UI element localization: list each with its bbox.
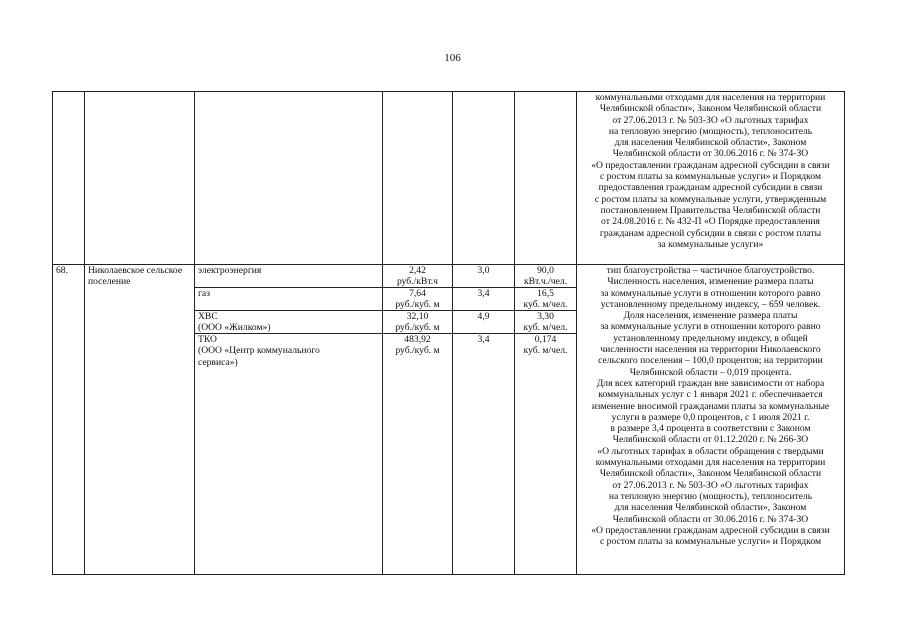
tariff-amount: 483,92 [404, 334, 431, 345]
notes-line: Челябинской области от 30.06.2016 г. № 374-ЗО [612, 513, 809, 525]
notes-line: на тепловую энергию (мощность), теплоноситель [608, 490, 813, 502]
index-value: 3,4 [453, 288, 514, 311]
notes-line: для населения Челябинской области», Законом [614, 502, 807, 514]
volume-unit: куб. м/чел. [523, 322, 568, 334]
notes-line: «О предоставлении гражданам адресной субсидии в связи [591, 524, 830, 536]
row-notes [577, 265, 845, 575]
notes-line: Челябинской области – 0,019 процента. [629, 366, 792, 378]
row-number: 68. [53, 265, 85, 575]
cell-index [453, 92, 515, 265]
service-name-line: ХВС [198, 311, 218, 322]
notes-line: от 27.06.2013 г. № 503-ЗО «О льготных тарифах [612, 114, 809, 126]
tariff-unit: руб./кВт.ч [396, 276, 439, 288]
tariff-amount: 2,42 [409, 265, 426, 276]
notes-line: установленному предельному индексу, в общей [613, 332, 808, 344]
notes-line: гражданам адресной субсидии в связи с ростом платы [599, 227, 822, 239]
notes-line: с ростом платы за коммунальные услуги» и Порядком [599, 536, 822, 548]
notes-line: от 27.06.2013 г. № 503-ЗО «О льготных тарифах [612, 479, 809, 491]
notes-line: Для всех категорий граждан вне зависимости от набора [596, 377, 825, 389]
volume-cell [515, 265, 577, 575]
volume-unit: куб. м/чел. [523, 299, 568, 311]
table-row-continued [53, 92, 845, 265]
notes-line: на тепловую энергию (мощность), теплоноситель [608, 125, 813, 137]
service-name-line: (ООО «Центр коммунального [198, 345, 320, 357]
tariff-amount: 7,64 [409, 288, 426, 299]
notes-line: Челябинской области от 01.12.2020 г. № 266-ЗО [612, 434, 809, 446]
notes-line: «О льготных тарифах в области обращения с твердыми [597, 445, 824, 457]
cell-service [195, 92, 383, 265]
cell-number [53, 92, 85, 265]
tariff-unit: руб./куб. м [395, 322, 440, 334]
service-name-line: (ООО «Жилком») [198, 322, 271, 334]
tariff-value [383, 265, 452, 288]
tariff-unit: руб./куб. м [395, 299, 440, 311]
tariff-table [52, 91, 845, 575]
tariff-value [383, 334, 452, 574]
index-cell [453, 265, 515, 575]
tariff-unit: руб./куб. м [395, 345, 440, 357]
notes-line: Челябинской области», Законом Челябинской области [599, 468, 822, 480]
volume-unit: кВт.ч./чел. [523, 276, 568, 288]
cell-tariff [383, 92, 453, 265]
table-row [53, 265, 845, 575]
notes-line: тип благоустройства – частичное благоустройство. [606, 265, 815, 276]
service-name-line: электроэнергия [198, 265, 262, 276]
notes-line: за коммунальные услуги в отношении которого равно [600, 287, 821, 299]
notes-line: численности населения на территории Николаевского [600, 344, 821, 356]
notes-line: Численность населения, изменение размера платы [607, 276, 814, 288]
tariff-amount: 32,10 [406, 311, 429, 322]
volume-amount: 90,0 [537, 265, 554, 276]
volume-amount: 16,5 [537, 288, 554, 299]
volume-value [515, 265, 576, 288]
notes-line: изменение вносимой гражданами платы за коммунальные [591, 400, 830, 412]
notes-line: коммунальными отходами для населения на территории [595, 457, 826, 469]
service-name [195, 265, 382, 288]
index-value: 4,9 [453, 311, 514, 334]
service-name [195, 288, 382, 311]
service-name-line: газ [198, 288, 210, 299]
volume-value [515, 311, 576, 334]
notes-line: коммунальными отходами для населения на территории [595, 92, 826, 103]
notes-line: Доля населения, изменение размера платы [623, 310, 798, 322]
volume-unit: куб. м/чел. [523, 345, 568, 357]
index-value: 3,0 [453, 265, 514, 288]
notes-line: от 24.08.2016 г. № 432-П «О Порядке предоставления [601, 216, 820, 228]
index-value: 3,4 [477, 334, 490, 345]
volume-value [515, 334, 576, 574]
cell-notes [577, 92, 845, 265]
volume-amount: 3,30 [537, 311, 554, 322]
service-name-line: сервиса») [198, 356, 238, 368]
notes-line: за коммунальные услуги» [657, 238, 764, 250]
services-cell [195, 265, 383, 575]
service-name-line: ТКО [198, 334, 217, 345]
notes-line: коммунальных услуг с 1 января 2021 г. обеспечивается [598, 389, 823, 401]
notes-line: в размере 3,4 процента в соответствии с Законом [610, 423, 811, 435]
tariff-value [383, 288, 452, 311]
notes-line: с ростом платы за коммунальные услуги, утвержденным [594, 193, 827, 205]
notes-line: установленному предельному индексу, – 659 человек. [600, 298, 821, 310]
tariff-value [383, 311, 452, 334]
notes-line: «О предоставлении гражданам адресной субсидии в связи [591, 159, 830, 171]
notes-line: предоставления гражданам адресной субсидии в связи [598, 182, 823, 194]
cell-volume [515, 92, 577, 265]
notes-line: Челябинской области», Законом Челябинской области [599, 103, 822, 115]
service-name [195, 334, 382, 574]
notes-line: Челябинской области от 30.06.2016 г. № 374-ЗО [612, 148, 809, 160]
tariffs-cell [383, 265, 453, 575]
notes-line: услуги в размере 0,0 процентов, с 1 июля 2021 г. [611, 411, 810, 423]
notes-line: для населения Челябинской области», Законом [614, 137, 807, 149]
service-name [195, 311, 382, 334]
notes-line: с ростом платы за коммунальные услуги» и Порядком [599, 171, 822, 183]
cell-settlement [85, 92, 195, 265]
notes-line: постановлением Правительства Челябинской области [600, 204, 821, 216]
notes-line: за коммунальные услуги в отношении которого равно [600, 321, 821, 333]
notes-line: сельского поселения – 100,0 процентов; на территории [598, 355, 823, 367]
volume-value [515, 288, 576, 311]
settlement-name: Николаевское сельское поселение [85, 265, 195, 575]
page-number: 106 [444, 52, 461, 64]
volume-amount: 0,174 [534, 334, 557, 345]
